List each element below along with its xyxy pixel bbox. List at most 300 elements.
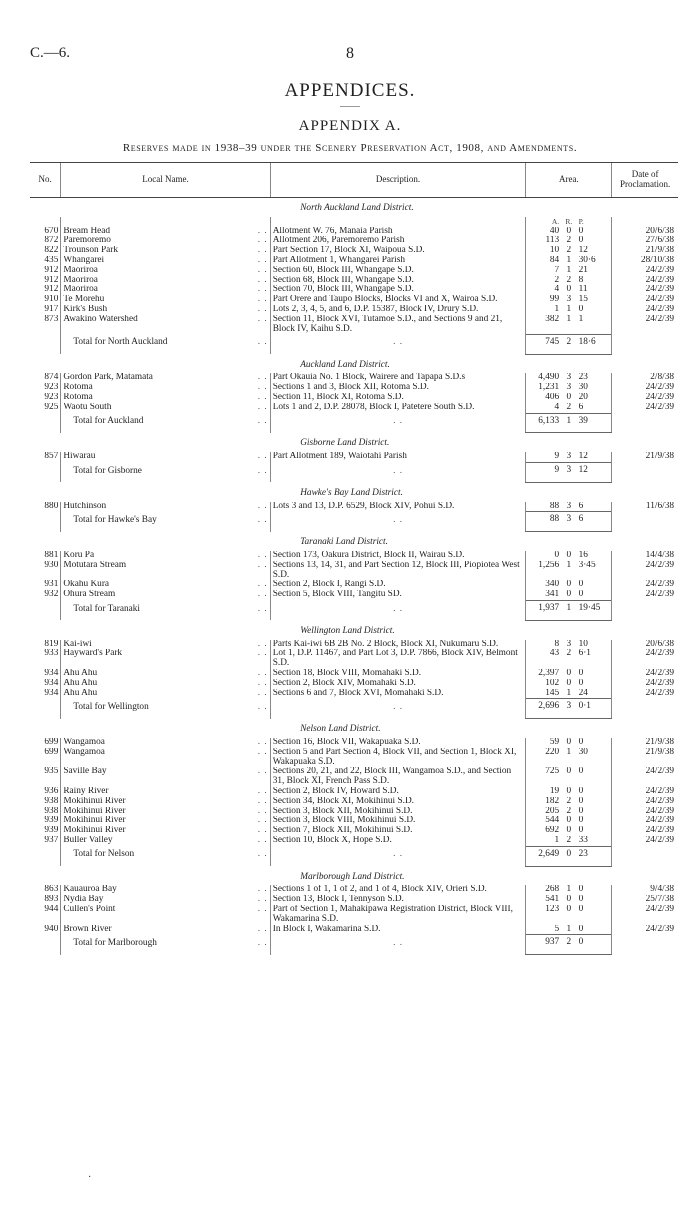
total-label: Total for Hawke's Bay: [73, 514, 157, 525]
reserve-number: 940: [44, 924, 59, 934]
total-leader-cell: [270, 935, 526, 955]
total-leader-cell: [270, 334, 526, 354]
local-name-wrap: [63, 925, 267, 935]
description: Part Okauia No. 1 Block, Wairere and Tapapa S.D.s: [270, 373, 526, 383]
district-heading: Wellington Land District.: [300, 625, 395, 636]
reserve-number: 880: [44, 501, 59, 511]
total-label-wrap: [73, 939, 267, 949]
area-perches: 6·1: [578, 649, 591, 659]
local-name: Trounson Park: [63, 246, 119, 256]
blank-cell: [61, 532, 270, 551]
area-acres: 220: [526, 748, 561, 768]
leader-dots: . .: [257, 285, 268, 295]
total-label-cell: [61, 935, 270, 955]
leader-dots: . .: [257, 678, 268, 688]
area-roods: 0: [566, 580, 572, 590]
blank-cell: [30, 354, 61, 373]
local-name-cell: [61, 383, 270, 393]
proclamation-date: 24/2/39: [612, 649, 678, 669]
local-name: Brown River: [63, 924, 112, 934]
table-row: [30, 256, 678, 266]
district-heading: Gisborne Land District.: [300, 438, 390, 449]
local-name: Ahu Ahu: [63, 678, 98, 688]
table-row: [30, 797, 678, 807]
area-roods: 0: [566, 590, 572, 600]
total-perches: 23: [577, 846, 612, 866]
area-acres: 1: [526, 305, 561, 315]
area-perches: 11: [578, 285, 588, 295]
local-name-wrap: [63, 738, 267, 748]
local-name: Gordon Park, Matamata: [63, 373, 153, 383]
total-leader-cell: [270, 463, 526, 483]
leader-dots: . .: [257, 688, 268, 698]
local-name-wrap: [63, 767, 267, 777]
description: Section 5, Block VIII, Tangitu SD.: [270, 590, 526, 600]
local-name-wrap: [63, 246, 267, 256]
area-acres: 19: [526, 787, 561, 797]
reserve-number: 699: [44, 737, 59, 747]
area-roods: 3: [566, 373, 572, 383]
table-row: [30, 905, 678, 925]
reserve-number: 912: [44, 285, 59, 295]
area-roods: 1: [566, 304, 572, 314]
local-name: Whangarei: [63, 255, 105, 265]
table-row: [30, 315, 678, 335]
local-name-cell: [61, 227, 270, 237]
district-heading-row: [30, 354, 678, 373]
reserve-number: 881: [44, 551, 59, 561]
total-label-cell: [61, 601, 270, 621]
leader-dots: . .: [257, 465, 268, 476]
area-perches: 30: [578, 383, 588, 393]
local-name: Rotoma: [63, 383, 93, 393]
area-acres: 1,256: [526, 561, 561, 581]
area-acres: 341: [526, 590, 561, 600]
reserve-number: 912: [44, 275, 59, 285]
leader-dots: . .: [257, 373, 268, 383]
table-row: [30, 836, 678, 846]
leader-dots: . .: [257, 737, 268, 747]
blank-cell: [30, 699, 61, 719]
table-row: [30, 885, 678, 895]
local-name-wrap: [63, 266, 267, 276]
table-row: [30, 227, 678, 237]
area-perches: 0: [578, 304, 584, 314]
local-name: Ohura Stream: [63, 590, 116, 600]
total-label-wrap: [73, 417, 267, 427]
area-acres: 182: [526, 797, 561, 807]
local-name: Ahu Ahu: [63, 668, 98, 678]
leader-dots: . .: [257, 560, 268, 570]
local-name-cell: [61, 738, 270, 748]
col-header-area: Area.: [526, 163, 612, 198]
area-acres: 7: [526, 266, 561, 276]
area-perches: 0: [578, 796, 584, 806]
local-name-wrap: [63, 885, 267, 895]
total-row: [30, 601, 678, 621]
area-acres: 99: [526, 295, 561, 305]
reserve-number: 939: [44, 826, 59, 836]
reserve-number: 944: [44, 904, 59, 914]
local-name-wrap: [63, 816, 267, 826]
reserve-number: 435: [44, 255, 59, 265]
reserve-number: 937: [44, 835, 59, 845]
total-label: Total for Gisborne: [73, 465, 142, 476]
total-perches: 18·6: [577, 334, 612, 354]
local-name-cell: [61, 836, 270, 846]
total-row: [30, 463, 678, 483]
total-label-cell: [61, 846, 270, 866]
description: Section 68, Block III, Whangape S.D.: [270, 276, 526, 286]
table-row: [30, 590, 678, 600]
reserve-number: 699: [44, 747, 59, 757]
blank-cell: [612, 413, 678, 433]
area-roods: 1: [566, 560, 572, 570]
table-row: [30, 580, 678, 590]
total-acres: 2,649: [526, 846, 561, 866]
area-acres: 725: [526, 767, 561, 787]
reserve-number: 934: [44, 668, 59, 678]
proclamation-date: 24/2/39: [612, 315, 678, 335]
area-roods: 0: [566, 767, 572, 777]
total-perches: 0·1: [577, 699, 612, 719]
description: Sections 20, 21, and 22, Block III, Wangamoa S.D., and Section 31, Block XI, French Pass S.D.: [270, 767, 526, 787]
leader-dots: . .: [257, 816, 268, 826]
area-acres: 145: [526, 689, 561, 699]
district-heading: Marlborough Land District.: [300, 871, 405, 882]
local-name: Mokihinui River: [63, 796, 126, 806]
total-label-cell: [61, 413, 270, 433]
area-acres: 1,231: [526, 383, 561, 393]
area-unit-roods: R.: [565, 216, 573, 226]
description: Section 5 and Part Section 4, Block VII, and Section 1, Block XI, Wakapuaka S.D.: [270, 748, 526, 768]
local-name: Okahu Kura: [63, 580, 110, 590]
local-name-wrap: [63, 905, 267, 915]
area-acres: 0: [526, 551, 561, 561]
blank-cell: [612, 463, 678, 483]
proclamation-date: 24/2/39: [612, 580, 678, 590]
area-perches: 33: [578, 835, 588, 845]
proclamation-date: 24/2/39: [612, 689, 678, 699]
blank-cell: [30, 620, 61, 639]
reserve-number: 923: [44, 393, 59, 403]
leader-dots: . .: [393, 416, 404, 427]
table-row: [30, 816, 678, 826]
area-acres: 4: [526, 403, 561, 413]
local-name: Maoriroa: [63, 275, 98, 285]
local-name-wrap: [63, 561, 267, 571]
area-perches: 0: [578, 236, 584, 246]
reserve-number: 935: [44, 767, 59, 777]
table-row: [30, 895, 678, 905]
description: Allotment W. 76, Manaia Parish: [270, 227, 526, 237]
area-acres: 1: [526, 836, 561, 846]
table-row: [30, 285, 678, 295]
blank-cell: [61, 198, 270, 217]
area-perches: 0: [578, 678, 584, 688]
blank-cell: [30, 482, 61, 501]
local-name-cell: [61, 551, 270, 561]
area-roods: 0: [566, 826, 572, 836]
proclamation-date: 2/8/38: [612, 373, 678, 383]
district-heading: Auckland Land District.: [300, 359, 390, 370]
area-roods: 2: [566, 402, 572, 412]
leader-dots: . .: [257, 246, 268, 256]
total-roods: 2: [561, 935, 576, 955]
district-heading: North Auckland Land District.: [300, 203, 414, 213]
blank-cell: [30, 512, 61, 532]
area-roods: 2: [566, 835, 572, 845]
local-name-cell: [61, 452, 270, 462]
description: Lots 3 and 13, D.P. 6529, Block XIV, Pohui S.D.: [270, 502, 526, 512]
district-heading-row: [30, 482, 678, 501]
leader-dots: . .: [257, 904, 268, 914]
total-label-cell: [61, 463, 270, 483]
total-row: [30, 935, 678, 955]
area-roods: 3: [566, 639, 572, 649]
area-acres: 692: [526, 826, 561, 836]
local-name-wrap: [63, 305, 267, 315]
district-heading: Taranaki Land District.: [300, 537, 388, 548]
proclamation-date: 24/2/39: [612, 276, 678, 286]
area-acres: 2,397: [526, 669, 561, 679]
description: Part Allotment 1, Whangarei Parish: [270, 256, 526, 266]
area-acres: 5: [526, 925, 561, 935]
total-label-cell: [61, 334, 270, 354]
total-perches: 19·45: [577, 601, 612, 621]
proclamation-date: 24/2/39: [612, 836, 678, 846]
table-row: [30, 748, 678, 768]
total-roods: 1: [561, 413, 576, 433]
total-label-wrap: [73, 338, 267, 348]
total-acres: 9: [526, 463, 561, 483]
local-name-cell: [61, 266, 270, 276]
proclamation-date: 28/10/38: [612, 256, 678, 266]
total-leader-cell: [270, 846, 526, 866]
area-acres: 9: [526, 452, 561, 462]
area-acres: 8: [526, 640, 561, 650]
blank-cell: [30, 463, 61, 483]
district-heading: Hawke's Bay Land District.: [300, 487, 403, 498]
table-row: [30, 276, 678, 286]
local-name-cell: [61, 787, 270, 797]
area-perches: 24: [578, 688, 588, 698]
area-roods: 0: [566, 816, 572, 826]
area-perches: 0: [578, 924, 584, 934]
table-row: [30, 561, 678, 581]
description: Section 34, Block XI, Mokihinui S.D.: [270, 797, 526, 807]
description: Sections 6 and 7, Block XVI, Momahaki S.D.: [270, 689, 526, 699]
table-row: [30, 807, 678, 817]
local-name-wrap: [63, 295, 267, 305]
proclamation-date: 21/9/38: [612, 246, 678, 256]
area-perches: 0: [578, 590, 584, 600]
local-name-wrap: [63, 669, 267, 679]
local-name-wrap: [63, 227, 267, 237]
table-row: [30, 925, 678, 935]
proclamation-date: 11/6/38: [612, 502, 678, 512]
table-row: [30, 373, 678, 383]
total-roods: 2: [561, 334, 576, 354]
local-name-wrap: [63, 640, 267, 650]
total-row: [30, 846, 678, 866]
leader-dots: . .: [393, 337, 404, 348]
area-unit-acres: A.: [526, 217, 561, 227]
leader-dots: . .: [257, 747, 268, 757]
page-title: APPENDICES.: [284, 80, 416, 101]
leader-dots: . .: [257, 668, 268, 678]
local-name-cell: [61, 403, 270, 413]
leader-dots: . .: [257, 452, 268, 462]
local-name-cell: [61, 669, 270, 679]
total-perches: 0: [577, 935, 612, 955]
leader-dots: . .: [257, 383, 268, 393]
local-name: Hutchinson: [63, 501, 107, 511]
leader-dots: . .: [257, 590, 268, 600]
total-row: [30, 512, 678, 532]
blank-cell: [612, 935, 678, 955]
local-name: Cullen's Point: [63, 904, 116, 914]
blank-cell: [30, 198, 61, 217]
total-leader-cell: [270, 699, 526, 719]
local-name-cell: [61, 295, 270, 305]
description: Section 173, Oakura District, Block II, Wairau S.D.: [270, 551, 526, 561]
area-acres: 544: [526, 816, 561, 826]
local-name-cell: [61, 905, 270, 925]
area-roods: 0: [566, 904, 572, 914]
area-perches: 8: [578, 275, 584, 285]
district-heading-row: [30, 620, 678, 639]
total-acres: 1,937: [526, 601, 561, 621]
reserve-number: 939: [44, 816, 59, 826]
proclamation-date: 24/2/39: [612, 266, 678, 276]
description: Part Allotment 189, Waiotahi Parish: [270, 452, 526, 462]
blank-cell: [612, 846, 678, 866]
area-perches: 0: [578, 895, 584, 905]
area-roods: 1: [566, 924, 572, 934]
area-roods: 3: [566, 501, 572, 511]
area-perches: 0: [578, 580, 584, 590]
description: Lot 1, D.P. 11467, and Part Lot 3, D.P. 7866, Block XIV, Belmont S.D.: [270, 649, 526, 669]
description: Section 2, Block IV, Howard S.D.: [270, 787, 526, 797]
district-heading-row: [30, 719, 678, 738]
local-name-cell: [61, 305, 270, 315]
reserve-number: 910: [44, 295, 59, 305]
local-name-cell: [61, 561, 270, 581]
total-row: [30, 334, 678, 354]
area-roods: 0: [566, 678, 572, 688]
proclamation-date: 24/2/39: [612, 925, 678, 935]
blank-cell: [30, 532, 61, 551]
blank-cell: [30, 846, 61, 866]
area-roods: 2: [566, 796, 572, 806]
reserve-number: 912: [44, 265, 59, 275]
description: Section 70, Block III, Whangape S.D.: [270, 285, 526, 295]
local-name: Hayward's Park: [63, 649, 123, 659]
leader-dots: . .: [257, 236, 268, 246]
local-name-cell: [61, 315, 270, 335]
leader-dots: . .: [257, 786, 268, 796]
area-acres: 10: [526, 246, 561, 256]
area-acres: 4,490: [526, 373, 561, 383]
total-leader-cell: [270, 601, 526, 621]
reserve-number: 931: [44, 580, 59, 590]
local-name-wrap: [63, 403, 267, 413]
proclamation-date: 24/2/39: [612, 787, 678, 797]
total-perches: 12: [577, 463, 612, 483]
total-label-wrap: [73, 467, 267, 477]
total-roods: 1: [561, 601, 576, 621]
area-acres: 40: [526, 227, 561, 237]
total-roods: 3: [561, 699, 576, 719]
area-acres: 59: [526, 738, 561, 748]
proclamation-date: 20/6/38: [612, 640, 678, 650]
local-name: Rainy River: [63, 786, 109, 796]
local-name: Hiwarau: [63, 452, 96, 462]
area-perches: 12: [578, 246, 588, 256]
area-perches: 10: [578, 639, 588, 649]
total-label: Total for Auckland: [73, 416, 144, 427]
local-name-cell: [61, 826, 270, 836]
local-name: Buller Valley: [63, 835, 113, 845]
blank-cell: [30, 413, 61, 433]
reserve-number: 938: [44, 796, 59, 806]
local-name-wrap: [63, 590, 267, 600]
total-label-cell: [61, 512, 270, 532]
proclamation-date: 25/7/38: [612, 895, 678, 905]
area-perches: 0: [578, 767, 584, 777]
table-row: [30, 246, 678, 256]
total-label-wrap: [73, 850, 267, 860]
proclamation-date: 24/2/39: [612, 816, 678, 826]
leader-dots: . .: [257, 416, 268, 427]
table-row: [30, 452, 678, 462]
blank-cell: [61, 433, 270, 452]
description: Section 16, Block VII, Wakapuaka S.D.: [270, 738, 526, 748]
page-number: 8: [346, 45, 354, 62]
table-header: [30, 163, 678, 198]
col-header-description: Description.: [270, 163, 526, 198]
area-perches: 0: [578, 826, 584, 836]
blank-cell: [612, 601, 678, 621]
total-perches: 6: [577, 512, 612, 532]
area-perches: 0: [578, 806, 584, 816]
description: Section 13, Block I, Tennyson S.D.: [270, 895, 526, 905]
blank-cell: [30, 433, 61, 452]
district-heading-row: [30, 198, 678, 217]
reserve-number: 938: [44, 806, 59, 816]
reserve-number: 934: [44, 678, 59, 688]
blank-cell: [61, 217, 270, 227]
local-name-wrap: [63, 315, 267, 325]
leader-dots: . .: [257, 924, 268, 934]
area-acres: 205: [526, 807, 561, 817]
local-name: Mokihinui River: [63, 806, 126, 816]
area-perches: 23: [578, 373, 588, 383]
local-name: Paremoremo: [63, 236, 111, 246]
area-roods: 2: [566, 246, 572, 256]
area-perches: 0: [578, 226, 584, 236]
local-name-cell: [61, 748, 270, 768]
area-roods: 1: [566, 885, 572, 895]
local-name: Kirk's Bush: [63, 304, 108, 314]
total-label: Total for Wellington: [73, 701, 149, 712]
area-perches: 20: [578, 393, 588, 403]
local-name: Nydia Bay: [63, 895, 104, 905]
table-row: [30, 787, 678, 797]
local-name: Awakino Watershed: [63, 314, 138, 324]
leader-dots: . .: [257, 937, 268, 948]
